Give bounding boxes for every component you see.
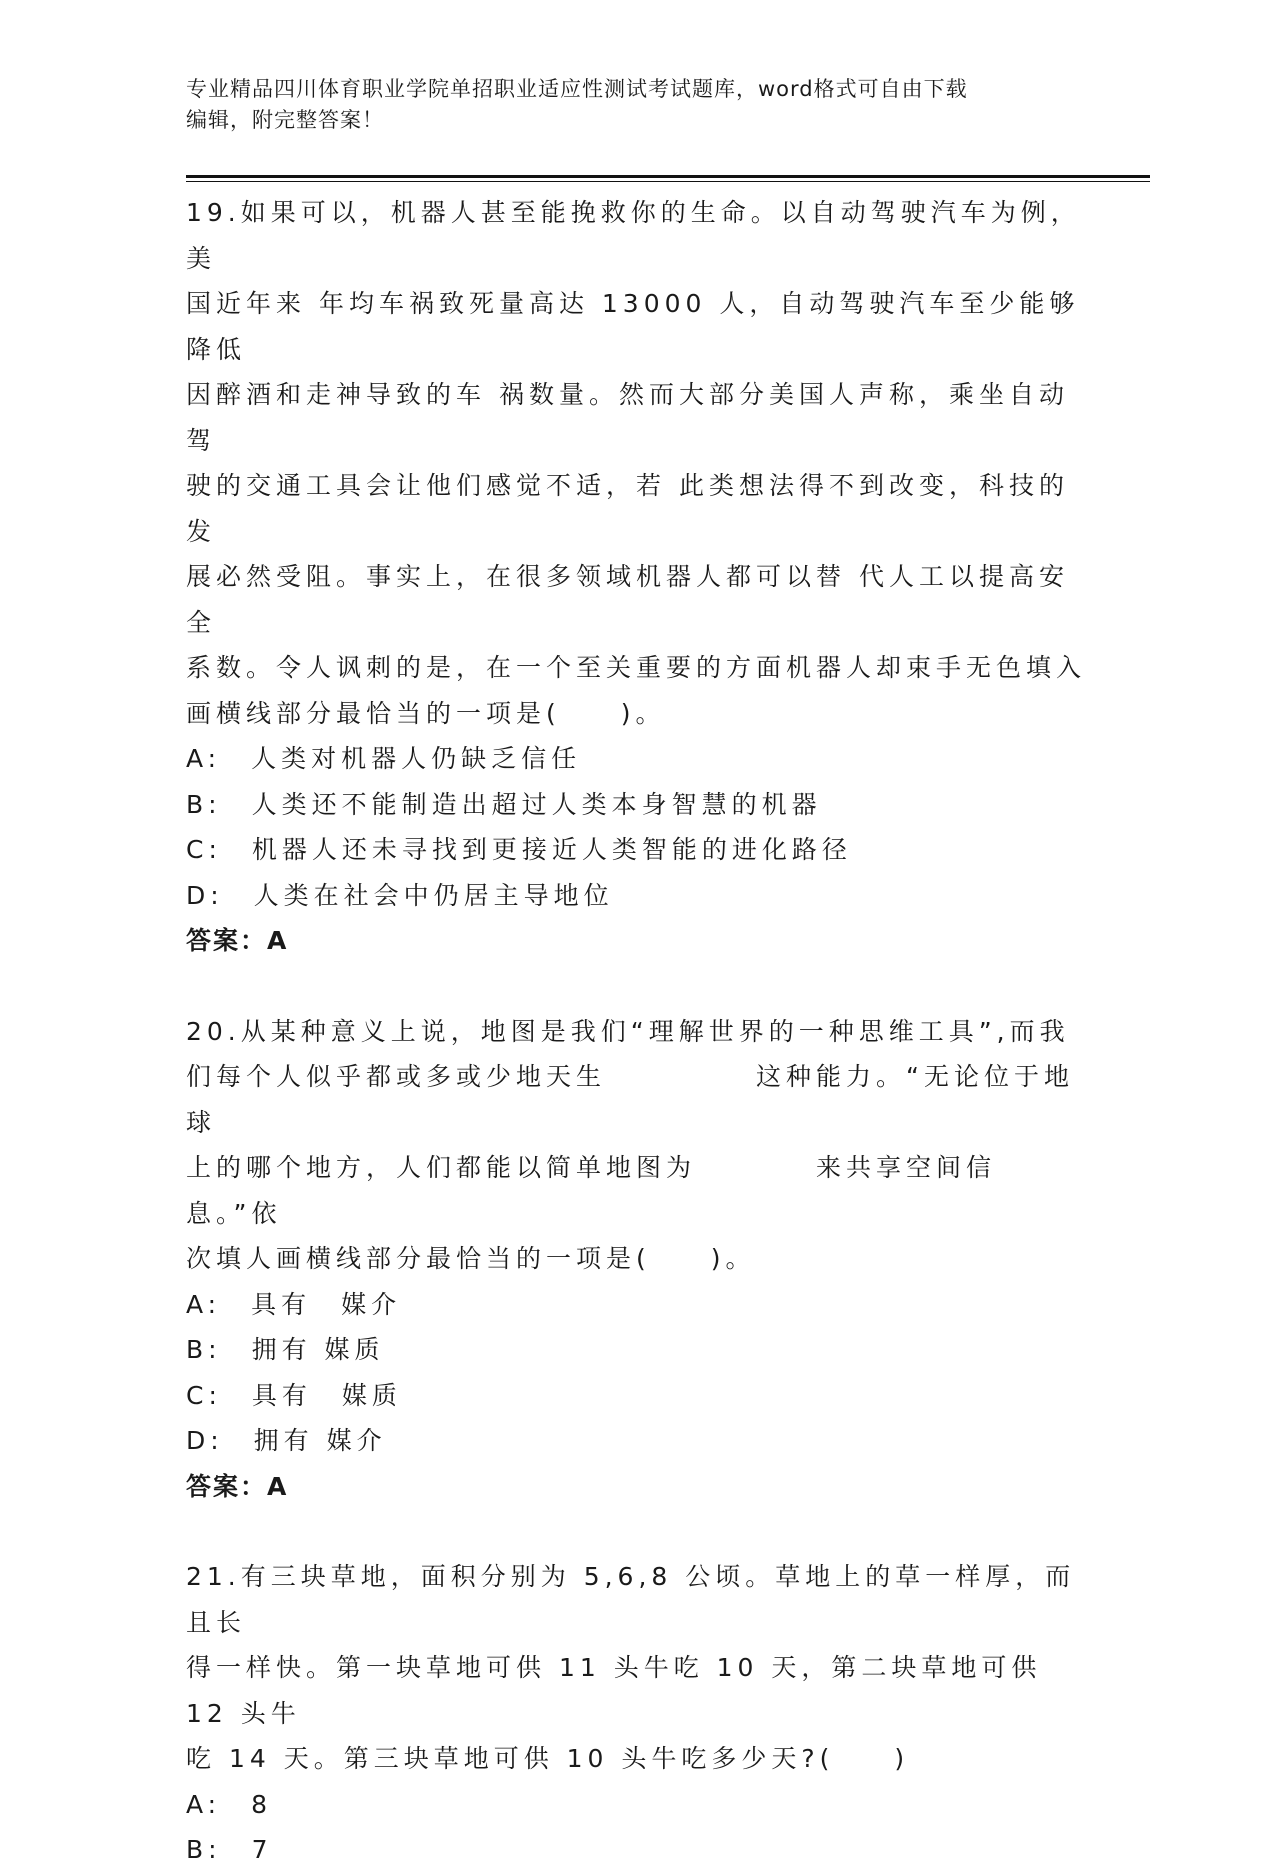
question-text-line: 上的哪个地方，人们都能以简单地图为 来共享空间信息。”依 — [186, 1153, 997, 1228]
question-text-line: 得一样快。第一块草地可供 11 头牛吃 10 天，第二块草地可供 12 头牛 — [186, 1653, 1055, 1728]
question-text-line: 们每个人似乎都或多或少地天生 这种能力。“无论位于地球 — [186, 1062, 1074, 1137]
question-text-line: 驶的交通工具会让他们感觉不适，若 此类想法得不到改变，科技的发 — [186, 471, 1069, 546]
question-text-line: 因醉酒和走神导致的车 祸数量。然而大部分美国人声称，乘坐自动驾 — [186, 380, 1069, 455]
question-21 — [186, 1554, 1086, 1873]
answer-label: 答案：A — [186, 1471, 289, 1501]
option-a: A: 具有 媒介 — [186, 1289, 402, 1319]
header-line-2: 编辑，附完整答案！ — [186, 108, 384, 132]
question-text-line: 19.如果可以，机器人甚至能挽救你的生命。以自动驾驶汽车为例，美 — [186, 198, 1081, 273]
option-a: A: 人类对机器人仍缺乏信任 — [186, 744, 582, 773]
question-text-line: 次填人画横线部分最恰当的一项是( )。 — [186, 1244, 756, 1273]
header-line-1: 专业精品四川体育职业学院单招职业适应性测试考试题库，word格式可自由下载 — [186, 77, 968, 101]
option-c: C: 机器人还未寻找到更接近人类智能的进化路径 — [186, 835, 852, 864]
option-b: B: 拥有 媒质 — [186, 1335, 385, 1364]
option-d: D: 人类在社会中仍居主导地位 — [186, 880, 614, 910]
question-text-line: 吃 14 天。第三块草地可供 10 头牛吃多少天?( ) — [186, 1744, 910, 1773]
option-b: B: 7 — [186, 1835, 273, 1864]
header-divider-thin — [186, 181, 1150, 182]
option-b: B: 人类还不能制造出超过人类本身智慧的机器 — [186, 789, 822, 819]
question-19 — [186, 190, 1086, 964]
question-text-line: 20.从某种意义上说，地图是我们“理解世界的一种思维工具”,而我 — [186, 1016, 1070, 1046]
option-c: C: 具有 媒质 — [186, 1380, 402, 1410]
answer-label: 答案：A — [186, 926, 289, 955]
question-text-line: 画横线部分最恰当的一项是( )。 — [186, 698, 666, 728]
question-text-line: 21.有三块草地，面积分别为 5,6,8 公顷。草地上的草一样厚，而且长 — [186, 1562, 1076, 1637]
option-d: D: 拥有 媒介 — [186, 1426, 387, 1455]
question-spacer — [186, 964, 1086, 1009]
question-20 — [186, 1009, 1086, 1510]
question-text-line: 展必然受阻。事实上，在很多领域机器人都可以替 代人工以提高安全 — [186, 562, 1069, 637]
document-header — [186, 74, 1066, 136]
question-text-line: 系数。令人讽刺的是，在一个至关重要的方面机器人却束手无色填入 — [186, 653, 1087, 682]
header-divider-thick — [186, 175, 1150, 178]
option-a: A: 8 — [186, 1789, 272, 1819]
question-text-line: 国近年来 年均车祸致死量高达 13000 人，自动驾驶汽车至少能够降低 — [186, 289, 1080, 364]
question-list — [186, 190, 1086, 1873]
question-spacer — [186, 1509, 1086, 1554]
